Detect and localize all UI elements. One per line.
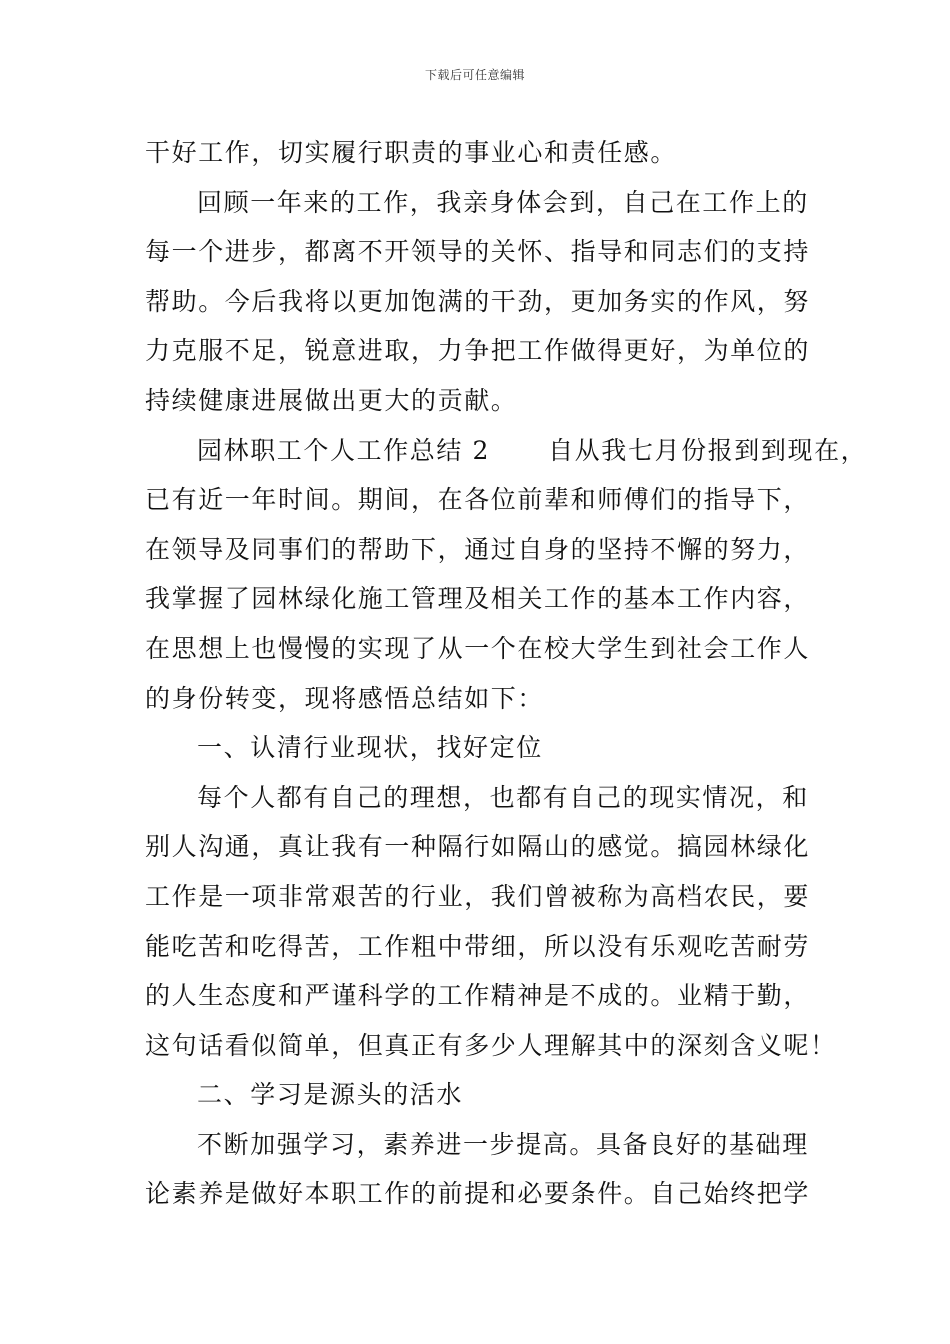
text-line: 这句话看似简单，但真正有多少人理解其中的深刻含义呢！: [145, 1030, 837, 1060]
text-line: 每个人都有自己的理想，也都有自己的现实情况，和: [197, 782, 809, 812]
text-line: 我掌握了园林绿化施工管理及相关工作的基本工作内容，: [145, 584, 811, 614]
text-line: 在思想上也慢慢的实现了从一个在校大学生到社会工作人: [145, 633, 811, 663]
text-line: 回顾一年来的工作，我亲身体会到，自己在工作上的: [197, 187, 809, 217]
heading-line: 一、认清行业现状，找好定位: [197, 733, 543, 763]
document-body: [145, 128, 868, 1219]
text-line: 干好工作，切实履行职责的事业心和责任感。: [145, 138, 678, 167]
text-line: 在领导及同事们的帮助下，通过自身的坚持不懈的努力，: [145, 534, 811, 564]
text-fragment: 自从我七月份报到到现在，: [548, 435, 868, 465]
section-title-line: [145, 426, 868, 476]
text-line: 不断加强学习，素养进一步提高。具备良好的基础理: [197, 1129, 809, 1159]
text-line: 每一个进步，都离不开领导的关怀、指导和同志们的支持: [145, 237, 811, 267]
text-line: 持续健康进展做出更大的贡献。: [145, 385, 518, 415]
text-line: 帮助。今后我将以更加饱满的干劲，更加务实的作风，努: [145, 286, 811, 316]
text-line: 工作是一项非常艰苦的行业，我们曾被称为高档农民，要: [145, 881, 811, 911]
text-line: 的身份转变，现将感悟总结如下：: [145, 683, 545, 713]
download-editable-note: 下载后可任意编辑: [424, 68, 525, 82]
heading-line: 二、学习是源头的活水: [197, 1080, 464, 1110]
text-line: 的人生态度和严谨科学的工作精神是不成的。业精于勤，: [145, 981, 811, 1011]
section-title: 园林职工个人工作总结 2: [197, 435, 491, 465]
text-line: 已有近一年时间。期间，在各位前辈和师傅们的指导下，: [145, 485, 811, 515]
text-line: 力克服不足，锐意进取，力争把工作做得更好，为单位的: [145, 336, 811, 366]
text-line: 别人沟通，真让我有一种隔行如隔山的感觉。搞园林绿化: [145, 832, 811, 862]
text-line: 论素养是做好本职工作的前提和必要条件。自己始终把学: [145, 1179, 811, 1209]
text-line: 能吃苦和吃得苦，工作粗中带细，所以没有乐观吃苦耐劳: [145, 931, 811, 961]
